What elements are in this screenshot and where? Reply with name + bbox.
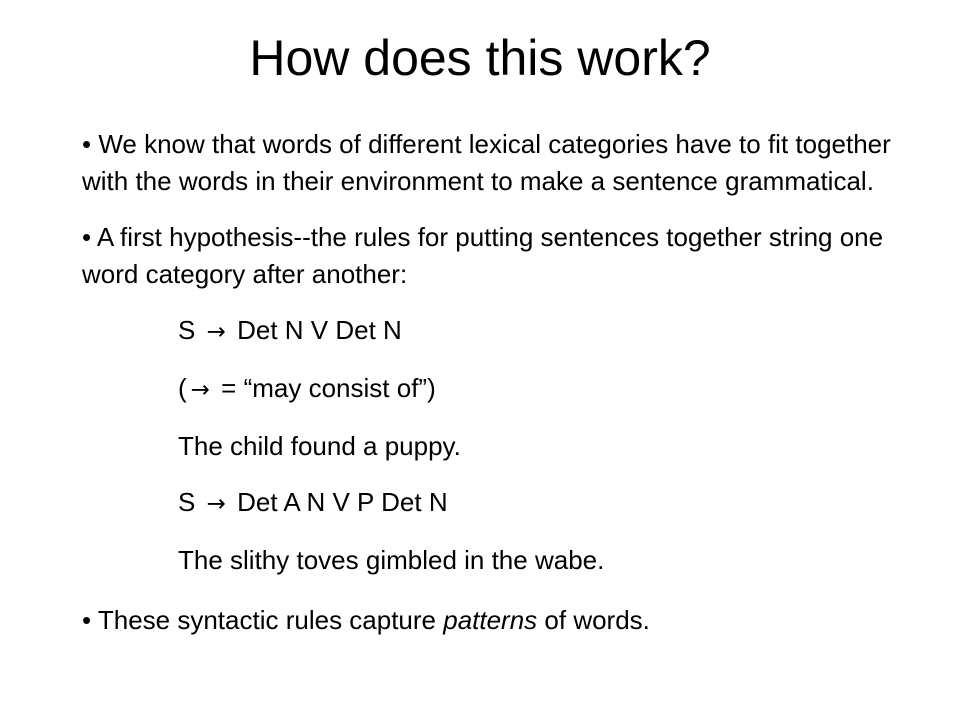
bullet-syntactic-rules bbox=[82, 602, 902, 639]
arrow-gloss-text: = “may consist of”) bbox=[213, 373, 436, 403]
rule-1-rhs: Det N V Det N bbox=[237, 315, 402, 345]
right-arrow-icon: → bbox=[190, 377, 210, 403]
slide-body bbox=[82, 126, 902, 658]
rule-2-lhs: S bbox=[178, 487, 196, 517]
example-sentence-1: The child found a puppy. bbox=[178, 431, 461, 461]
bullet-first-hypothesis: • A first hypothesis--the rules for putting sentences together string one word category after another: bbox=[82, 222, 884, 289]
rule-1-lhs: S bbox=[178, 315, 196, 345]
phrase-structure-rule-1 bbox=[178, 312, 902, 351]
bullet-3-prefix: • These syntactic rules capture bbox=[82, 605, 444, 635]
phrase-structure-rule-2 bbox=[178, 484, 902, 523]
right-arrow-icon: → bbox=[206, 491, 226, 517]
slide-title: How does this work? bbox=[249, 30, 711, 86]
bullet-3-suffix: of words. bbox=[537, 605, 650, 635]
arrow-gloss bbox=[178, 370, 902, 409]
bullet-lexical-categories: • We know that words of different lexical categories have to fit together with the words in their environment to make a sentence grammatical. bbox=[82, 129, 891, 196]
right-arrow-icon: → bbox=[206, 319, 226, 345]
example-sentence-2: The slithy toves gimbled in the wabe. bbox=[178, 545, 605, 575]
arrow-gloss-open: ( bbox=[178, 373, 187, 403]
bullet-3-emphasis: patterns bbox=[443, 605, 538, 635]
rule-2-rhs: Det A N V P Det N bbox=[237, 487, 448, 517]
